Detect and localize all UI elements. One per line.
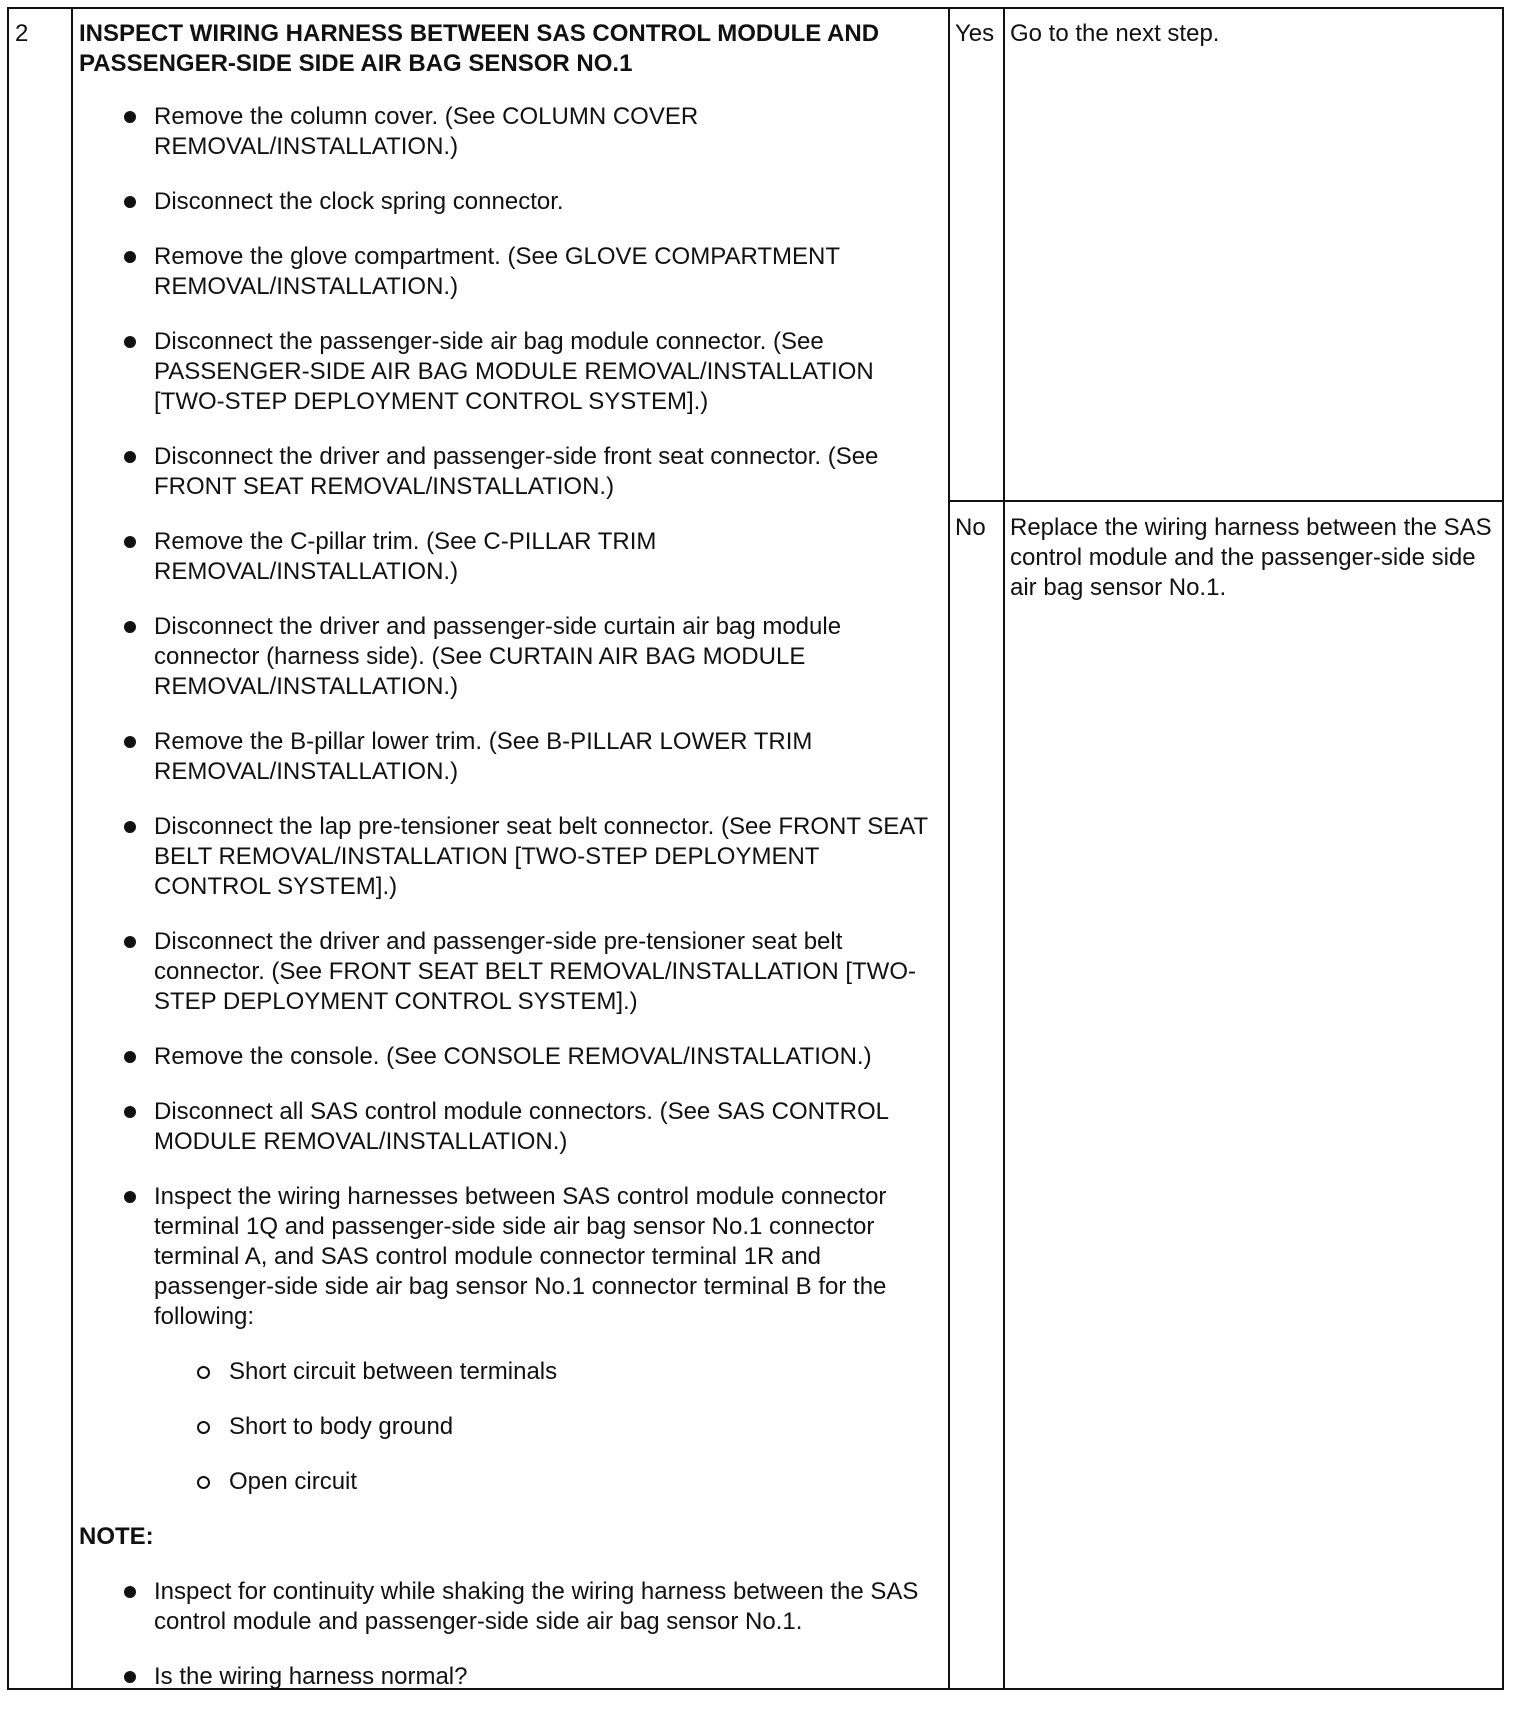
note-list xyxy=(79,1577,939,1692)
no-action: Replace the wiring harness between the SAS control module and the passenger-side side air bag sensor No.1. xyxy=(1010,514,1492,601)
column-divider-step xyxy=(71,9,73,1688)
list-item: Remove the B-pillar lower trim. (See B-PILLAR LOWER TRIM REMOVAL/INSTALLATION.) xyxy=(79,727,939,787)
note-label: NOTE: xyxy=(79,1523,154,1550)
list-item: Inspect the wiring harnesses between SAS control module connector terminal 1Q and passenger-side side air bag sensor No.1 connector terminal A, and SAS control module connector terminal 1R and passenger-side side air bag sensor No.1 connector terminal B for the following: xyxy=(79,1182,939,1332)
step-title: INSPECT WIRING HARNESS BETWEEN SAS CONTROL MODULE AND PASSENGER-SIDE SIDE AIR BAG SENSOR NO.1 xyxy=(79,20,880,77)
list-item: Disconnect the driver and passenger-side curtain air bag module connector (harness side). (See CURTAIN AIR BAG MODULE REMOVAL/INSTALLATION.) xyxy=(79,612,939,702)
procedure-table xyxy=(7,7,1504,1690)
list-item: Disconnect the driver and passenger-side pre-tensioner seat belt connector. (See FRONT SEAT BELT REMOVAL/INSTALLATION [TWO-STEP DEPLOYMENT CONTROL SYSTEM].) xyxy=(79,927,939,1017)
step-number: 2 xyxy=(15,20,29,47)
note-item: Inspect for continuity while shaking the wiring harness between the SAS control module and passenger-side side air bag sensor No.1. xyxy=(79,1577,939,1637)
sub-list-item: Short circuit between terminals xyxy=(79,1357,939,1387)
list-item: Disconnect the lap pre-tensioner seat belt connector. (See FRONT SEAT BELT REMOVAL/INSTALLATION [TWO-STEP DEPLOYMENT CONTROL SYSTEM].) xyxy=(79,812,939,902)
step-content xyxy=(79,19,939,1717)
list-item: Remove the C-pillar trim. (See C-PILLAR TRIM REMOVAL/INSTALLATION.) xyxy=(79,527,939,587)
column-divider-result xyxy=(948,9,950,1688)
list-item: Disconnect the passenger-side air bag module connector. (See PASSENGER-SIDE AIR BAG MODULE REMOVAL/INSTALLATION [TWO-STEP DEPLOYMENT CONTROL SYSTEM].) xyxy=(79,327,939,417)
yes-action: Go to the next step. xyxy=(1010,20,1220,47)
list-item: Remove the glove compartment. (See GLOVE COMPARTMENT REMOVAL/INSTALLATION.) xyxy=(79,242,939,302)
list-item: Disconnect the clock spring connector. xyxy=(79,187,939,217)
list-item: Remove the console. (See CONSOLE REMOVAL/INSTALLATION.) xyxy=(79,1042,939,1072)
inspection-conditions xyxy=(79,1357,939,1497)
sub-list-item: Open circuit xyxy=(79,1467,939,1497)
procedure-list xyxy=(79,102,939,1332)
row-divider-yes-no xyxy=(948,500,1502,502)
sub-list-item: Short to body ground xyxy=(79,1412,939,1442)
list-item: Disconnect all SAS control module connectors. (See SAS CONTROL MODULE REMOVAL/INSTALLATION.) xyxy=(79,1097,939,1157)
list-item: Disconnect the driver and passenger-side front seat connector. (See FRONT SEAT REMOVAL/INSTALLATION.) xyxy=(79,442,939,502)
column-divider-action xyxy=(1003,9,1005,1688)
note-item: Is the wiring harness normal? xyxy=(79,1662,939,1692)
list-item: Remove the column cover. (See COLUMN COVER REMOVAL/INSTALLATION.) xyxy=(79,102,939,162)
yes-label: Yes xyxy=(955,20,995,47)
no-label: No xyxy=(955,514,986,541)
